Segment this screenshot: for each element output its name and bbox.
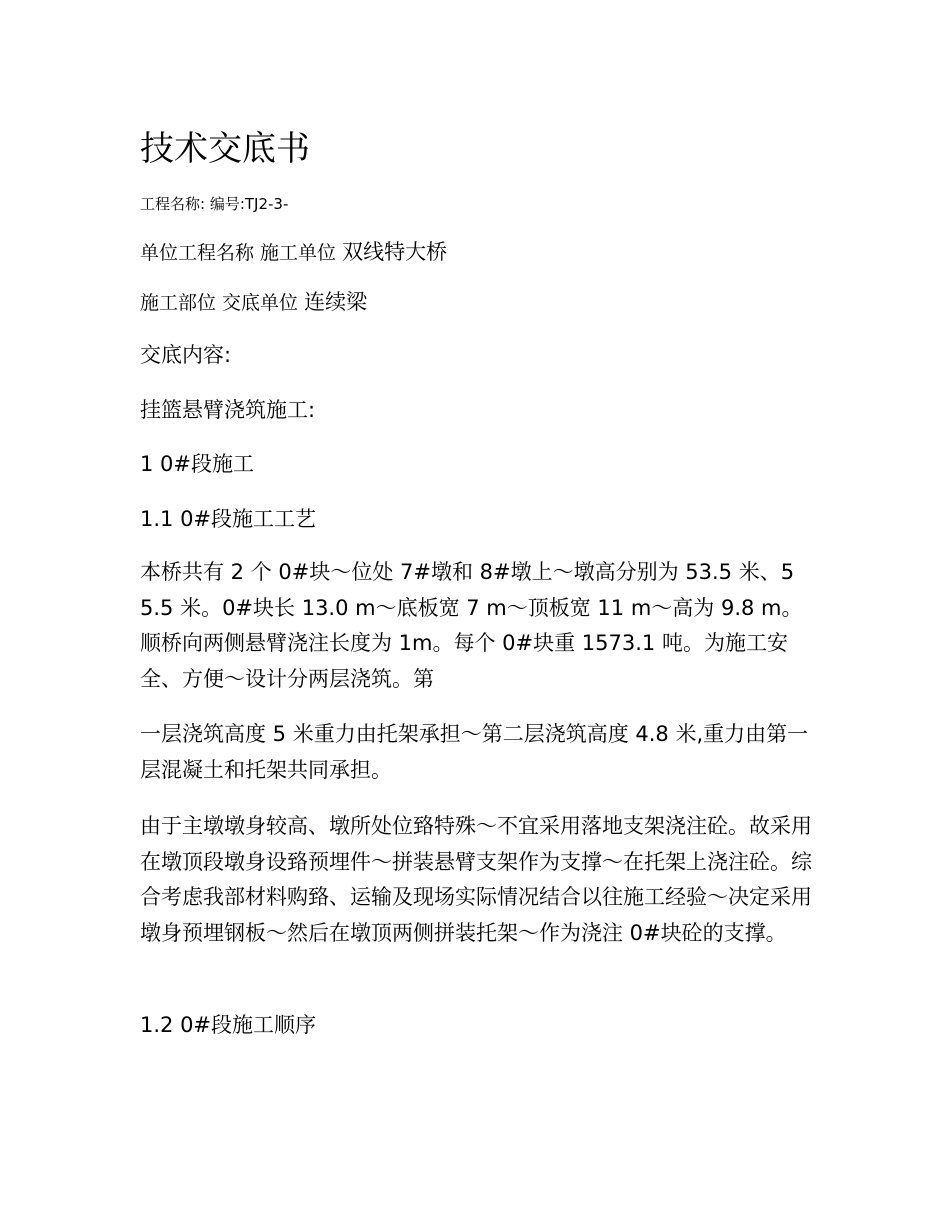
project-meta-line: 工程名称: 编号:TJ2-3- — [140, 195, 289, 213]
unit-info-value: 双线特大桥 — [342, 240, 448, 264]
section-title: 挂篮悬臂浇筑施工: — [140, 398, 316, 422]
position-info-value: 连续梁 — [304, 290, 368, 314]
content-label: 交底内容: — [140, 343, 232, 367]
paragraph-3: 由于主墩墩身较高、墩所处位臵特殊～不宜采用落地支架浇注砼。故采用在墩顶段墩身设臵预埋件～拼装悬臂支架作为支撑～在托架上浇注砼。综合考虑我部材料购臵、运输及现场实际情况结合以往施工经验～决定采用墩身预埋钢板～然后在墩顶两侧拼装托架～作为浇注 0#块砼的支撑。 — [140, 814, 812, 945]
heading-1: 1 0#段施工 — [140, 452, 254, 476]
paragraph-1: 本桥共有 2 个 0#块～位处 7#墩和 8#墩上～墩高分别为 53.5 米、55.5 米。0#块长 13.0 m～底板宽 7 m～顶板宽 11 m～高为 9.8 m。顺桥向两侧悬臂浇注长度为 1m。每个 0#块重 1573.1 吨。为施工安全、方便～设计分两层浇筑。第 — [140, 560, 803, 691]
heading-1-2: 1.2 0#段施工顺序 — [140, 1013, 317, 1037]
position-info-line — [140, 288, 367, 317]
document-title: 技术交底书 — [140, 129, 310, 169]
position-info-label: 施工部位 交底单位 — [140, 292, 299, 314]
heading-1-1: 1.1 0#段施工工艺 — [140, 507, 317, 531]
unit-info-line — [140, 238, 447, 267]
unit-info-label: 单位工程名称 施工单位 — [140, 242, 337, 264]
paragraph-2: 一层浇筑高度 5 米重力由托架承担～第二层浇筑高度 4.8 米,重力由第一层混凝土和托架共同承担。 — [140, 722, 809, 782]
